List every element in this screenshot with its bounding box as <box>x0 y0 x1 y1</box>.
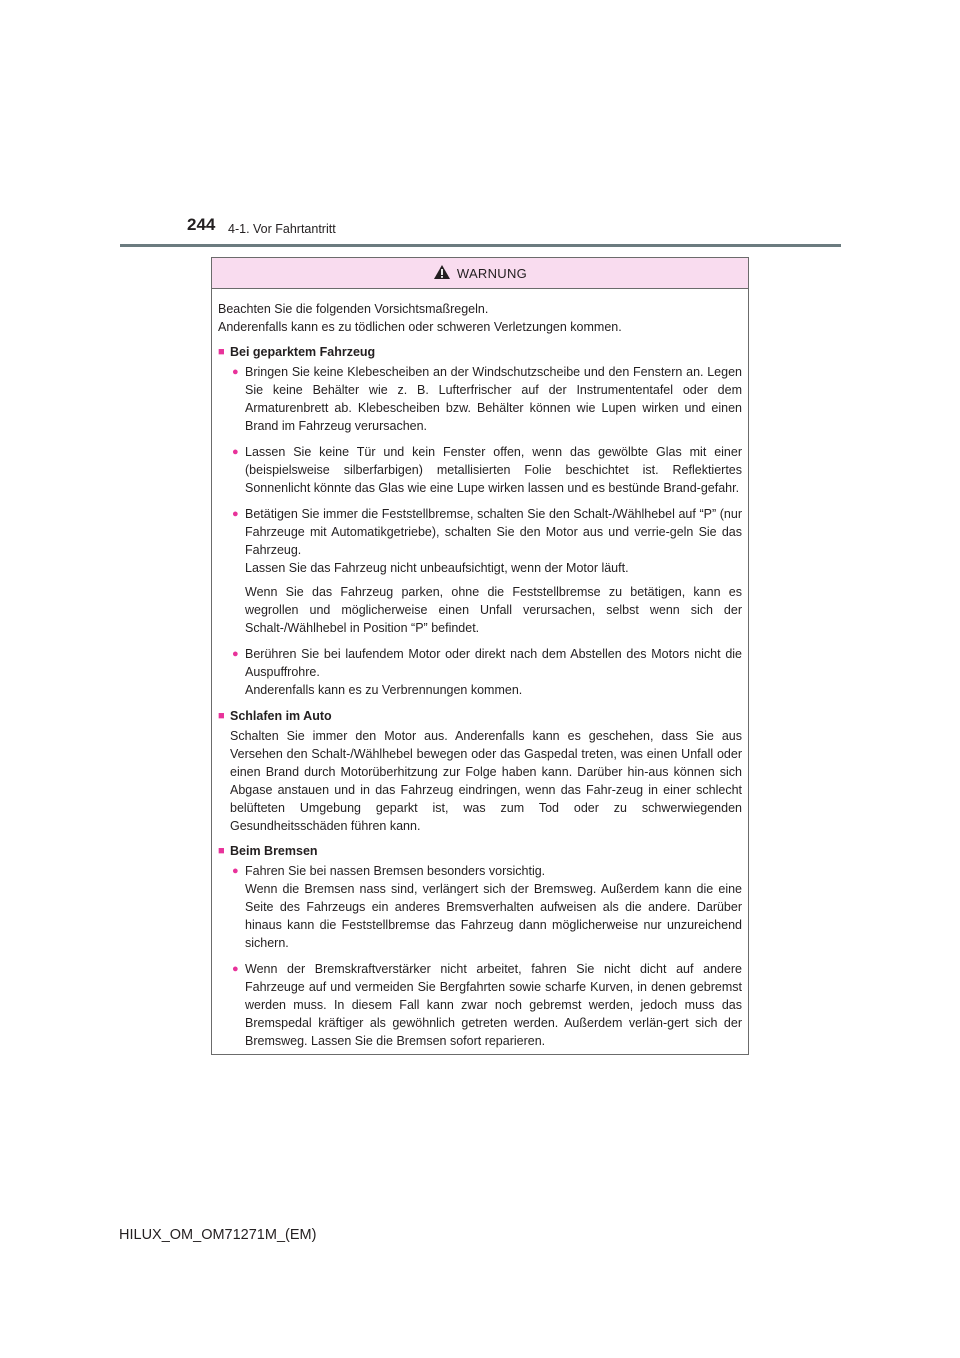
warning-box <box>211 257 749 1055</box>
list-item-line: Wenn die Bremsen nass sind, verlängert sich der Bremsweg. Außerdem kann die eine Seite des Fahrzeugs ein anderes Bremsverhalten aufweisen als die andere. Darüber hinaus kann die Feststellbremse das Fahrzeug dann möglicherweise nur unzureichend sichern. <box>245 882 742 950</box>
square-bullet-icon: ■ <box>218 710 225 722</box>
list-item <box>218 505 742 637</box>
round-bullet-icon: ● <box>232 865 239 877</box>
section-heading-text: Bei geparktem Fahrzeug <box>230 345 376 359</box>
intro-line-2: Anderenfalls kann es zu tödlichen oder schweren Verletzungen kommen. <box>218 320 622 334</box>
list-item-line: Betätigen Sie immer die Feststellbremse, schalten Sie den Schalt-/Wählhebel auf “P” (nur Fahrzeuge mit Automatikgetriebe), schalten Sie den Motor aus und verrie-geln Sie das Fahrzeug. <box>245 507 742 557</box>
list-item-text: Bringen Sie keine Klebescheiben an der Windschutzscheibe und den Fenstern an. Legen Sie keine Behälter wie z. B. Lufterfrischer auf der Instrumententafel oder dem Armaturenbrett ab. Klebescheiben bzw. Behälter können wie Lupen wirken und einen Brand im Fahrzeug verursachen. <box>245 365 742 433</box>
list-item-line: Anderenfalls kann es zu Verbrennungen kommen. <box>245 683 523 697</box>
round-bullet-icon: ● <box>232 963 239 975</box>
list-item-line: Fahren Sie bei nassen Bremsen besonders vorsichtig. <box>245 864 546 878</box>
round-bullet-icon: ● <box>232 366 239 378</box>
list-item <box>218 363 742 435</box>
section-heading-text: Beim Bremsen <box>230 844 318 858</box>
warning-title: WARNUNG <box>456 265 528 281</box>
page-number: 244 <box>187 215 216 234</box>
square-bullet-icon: ■ <box>218 845 225 857</box>
warning-triangle-icon <box>433 264 451 280</box>
section-heading-sleeping <box>218 707 742 725</box>
list-item <box>218 443 742 497</box>
list-item-text <box>245 505 742 637</box>
section-heading-braking <box>218 842 742 860</box>
section-heading-text: Schlafen im Auto <box>230 709 332 723</box>
list-item-paragraph: Wenn Sie das Fahrzeug parken, ohne die Feststellbremse zu betätigen, kann es wegrollen und möglicherweise einen Unfall verursachen, selbst wenn sich der Schalt-/Wählhebel in Position “P” befindet. <box>245 585 742 635</box>
warning-header <box>212 258 748 289</box>
header-rule <box>120 244 841 247</box>
list-item-text <box>245 645 742 699</box>
section-paragraph: Schalten Sie immer den Motor aus. Anderenfalls kann es geschehen, dass Sie aus Versehen den Schalt-/Wählhebel bewegen oder das Gaspedal treten, was einen Unfall oder einen Brand durch Motorüberhitzung zur Folge haben kann. Darüber hin-aus können sich Abgase anstauen und in das Fahrzeug eindringen, wenn das Fahr-zeug in einer schlecht belüfteten Umgebung geparkt ist, was zum Tod oder zu schwerwiegenden Gesundheitsschäden führen kann. <box>230 729 742 833</box>
warning-intro <box>218 300 742 336</box>
list-item-text <box>245 862 742 952</box>
section-heading-parked <box>218 343 742 361</box>
list-item-line: Berühren Sie bei laufendem Motor oder direkt nach dem Abstellen des Motors nicht die Auspuffrohre. <box>245 647 742 679</box>
warning-body <box>212 289 748 1050</box>
round-bullet-icon: ● <box>232 446 239 458</box>
round-bullet-icon: ● <box>232 508 239 520</box>
list-item-line: Lassen Sie das Fahrzeug nicht unbeaufsichtigt, wenn der Motor läuft. <box>245 561 629 575</box>
list-item <box>218 862 742 952</box>
intro-line-1: Beachten Sie die folgenden Vorsichtsmaßregeln. <box>218 302 489 316</box>
list-item-text: Lassen Sie keine Tür und kein Fenster offen, wenn das gewölbte Glas mit einer (beispielsweise silberfarbigen) metallisierten Folie beschichtet ist. Reflektiertes Sonnenlicht könnte das Glas wie eine Lupe wirken lassen und es bestünde Brand-gefahr. <box>245 445 742 495</box>
list-item <box>218 960 742 1050</box>
square-bullet-icon: ■ <box>218 346 225 358</box>
list-item-text: Wenn der Bremskraftverstärker nicht arbeitet, fahren Sie nicht dicht auf andere Fahrzeuge auf und vermeiden Sie Bergfahrten sowie scharfe Kurven, in denen gebremst werden muss. In diesem Fall kann zwar noch gebremst werden, jedoch muss das Bremspedal kräftiger als gewöhnlich getreten werden. Außerdem verlän-gert sich der Bremsweg. Lassen Sie die Bremsen sofort reparieren. <box>245 962 742 1048</box>
section-title: 4-1. Vor Fahrtantritt <box>228 222 336 236</box>
list-item <box>218 645 742 699</box>
document-id-footer: HILUX_OM_OM71271M_(EM) <box>119 1227 317 1243</box>
round-bullet-icon: ● <box>232 648 239 660</box>
